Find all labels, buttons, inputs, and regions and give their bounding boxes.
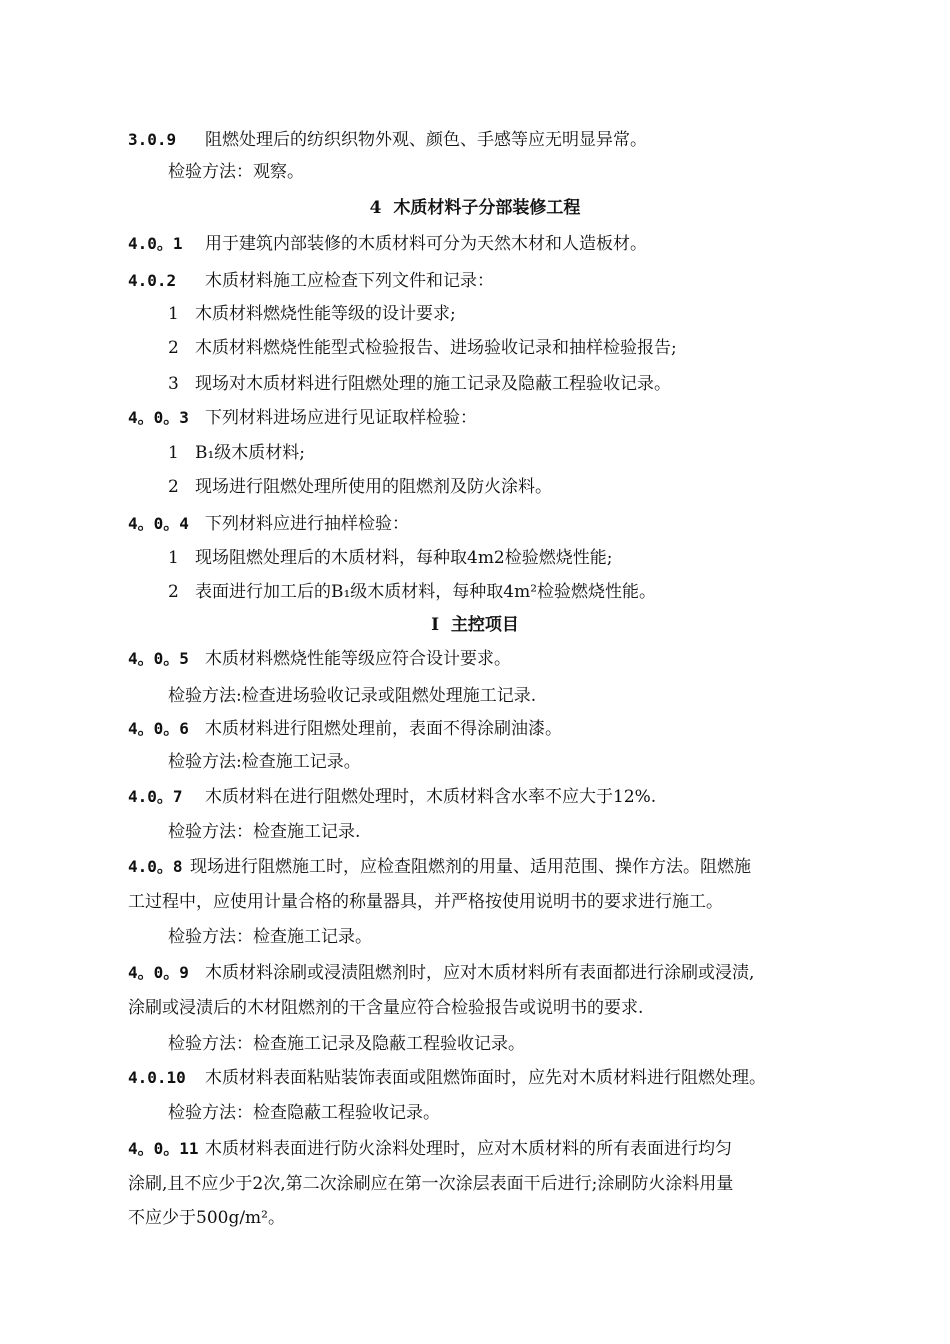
list-item-number: 1 [168,443,179,463]
list-item-text: 表面进行加工后的B₁级木质材料，每种取4m²检验燃烧性能。 [195,582,657,602]
clause-number: 4。0。6 [128,719,189,738]
clause-text: 现场进行阻燃施工时，应检查阻燃剂的用量、适用范围、操作方法。阻燃施 [190,857,751,877]
continuation-text: 涂刷或浸渍后的木材阻燃剂的干含量应符合检验报告或说明书的要求. [128,998,644,1018]
inspection-method: 检验方法：检查隐蔽工程验收记录。 [168,1103,440,1123]
inspection-method: 检验方法：检查施工记录及隐蔽工程验收记录。 [168,1034,525,1054]
section-heading: 4 木质材料子分部装修工程 [369,198,581,218]
section-heading: I 主控项目 [431,615,519,635]
list-item-text: 现场对木质材料进行阻燃处理的施工记录及隐蔽工程验收记录。 [195,374,671,394]
clause-text: 木质材料进行阻燃处理前，表面不得涂刷油漆。 [205,719,562,739]
list-item-text: 木质材料燃烧性能等级的设计要求; [195,304,456,324]
clause-text: 木质材料燃烧性能等级应符合设计要求。 [205,649,511,669]
inspection-method: 检验方法：观察。 [168,162,304,182]
clause-text: 木质材料表面粘贴装饰表面或阻燃饰面时，应先对木质材料进行阻燃处理。 [205,1068,766,1088]
clause-text: 下列材料应进行抽样检验： [205,514,409,534]
clause-text: 下列材料进场应进行见证取样检验： [205,408,477,428]
continuation-text: 不应少于500g/m²。 [128,1208,285,1228]
clause-number: 4。0。4 [128,514,189,533]
clause-number: 4。0。11 [128,1139,199,1158]
clause-number: 4.0。8 [128,857,183,876]
clause-number: 4.0。1 [128,234,183,253]
clause-number: 4。0。5 [128,649,189,668]
inspection-method: 检验方法:检查进场验收记录或阻燃处理施工记录. [168,686,537,706]
list-item-number: 2 [168,477,179,497]
continuation-text: 涂刷,且不应少于2次,第二次涂刷应在第一次涂层表面干后进行;涂刷防火涂料用量 [128,1174,734,1194]
clause-number: 4.0.2 [128,271,177,290]
clause-text: 木质材料涂刷或浸渍阻燃剂时，应对木质材料所有表面都进行涂刷或浸渍, [205,963,755,983]
list-item-text: 现场进行阻燃处理所使用的阻燃剂及防火涂料。 [195,477,552,497]
list-item-text: 现场阻燃处理后的木质材料，每种取4m2检验燃烧性能; [195,548,613,568]
clause-number: 3.0.9 [128,130,177,149]
clause-number: 4。0。9 [128,963,189,982]
list-item-number: 1 [168,548,179,568]
list-item-number: 2 [168,338,179,358]
list-item-number: 1 [168,304,179,324]
clause-text: 木质材料表面进行防火涂料处理时，应对木质材料的所有表面进行均匀 [205,1139,732,1159]
inspection-method: 检验方法:检查施工记录。 [168,752,361,772]
list-item-number: 2 [168,582,179,602]
clause-text: 木质材料在进行阻燃处理时，木质材料含水率不应大于12%. [205,787,657,807]
clause-number: 4.0.10 [128,1068,186,1087]
clause-text: 木质材料施工应检查下列文件和记录： [205,271,494,291]
inspection-method: 检验方法：检查施工记录. [168,822,361,842]
list-item-text: B₁级木质材料; [195,443,306,463]
clause-number: 4。0。3 [128,408,189,427]
list-item-text: 木质材料燃烧性能型式检验报告、进场验收记录和抽样检验报告; [195,338,677,358]
clause-text: 阻燃处理后的纺织织物外观、颜色、手感等应无明显异常。 [205,130,647,150]
clause-text: 用于建筑内部装修的木质材料可分为天然木材和人造板材。 [205,234,647,254]
continuation-text: 工过程中，应使用计量合格的称量器具，并严格按使用说明书的要求进行施工。 [128,892,723,912]
list-item-number: 3 [168,374,179,394]
clause-number: 4.0。7 [128,787,183,806]
inspection-method: 检验方法：检查施工记录。 [168,927,372,947]
